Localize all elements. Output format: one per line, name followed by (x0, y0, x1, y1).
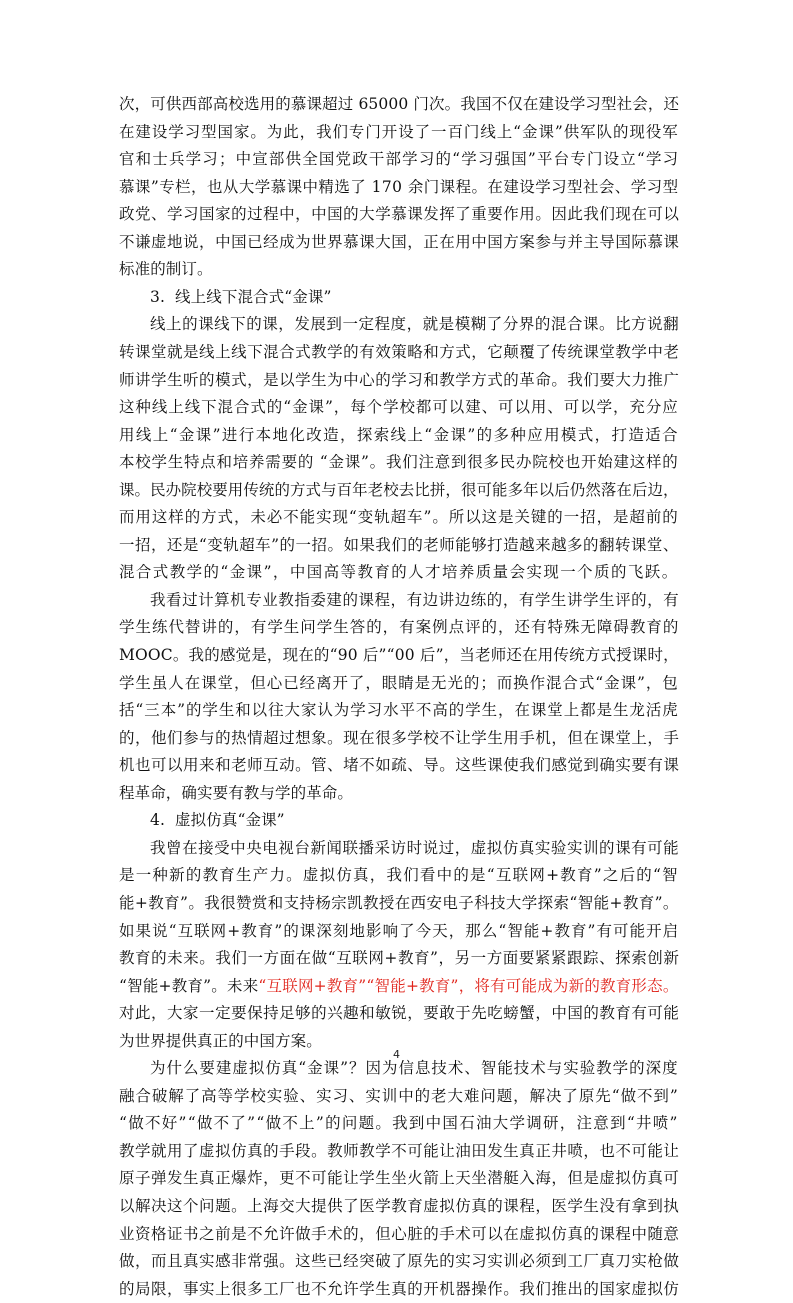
text-line (119, 1193, 679, 1220)
line-text: 以解决这个问题。上海交大提供了医学教育虚拟仿真的课程，医学生没有拿到执 (119, 1197, 680, 1215)
text-line (119, 367, 679, 394)
text-line (150, 587, 679, 614)
line-text: 机也可以用来和老师互动。管、堵不如疏、导。这些课使我们感觉到确实要有课 (119, 756, 680, 775)
line-text: 混合式教学的“金课”，中国高等教育的人才培养质量会实现一个质的飞跃。 (119, 563, 679, 582)
text-line (119, 559, 679, 586)
line-text: 是一种新的教育生产力。虚拟仿真，我们看中的是“互联网+教育”之后的“智 (119, 866, 679, 885)
text-line (119, 725, 679, 752)
line-text: 在建设学习型国家。为此，我们专门开设了一百门线上“金课”供军队的现役军 (119, 122, 679, 141)
line-text: 能+教育”。我很赞赏和支持杨宗凯教授在西安电子科技大学探索“智能+教育”。 (119, 893, 679, 912)
line-text: 课。民办院校要用传统的方式与百年老校去比拼，很可能多年以后仍然落在后边， (119, 480, 679, 499)
line-text: 业资格证书之前是不允许做手术的，但心脏的手术可以在虚拟仿真的课程中随意 (119, 1224, 680, 1243)
page-number: 4 (393, 1048, 400, 1061)
text-line (119, 201, 679, 228)
text-line (119, 532, 679, 559)
text-line (119, 146, 679, 173)
line-text: 而用这样的方式，未必不能实现“变轨超车”。所以这是关键的一招，是超前的 (119, 508, 679, 527)
section-heading (150, 807, 285, 834)
line-text: 一招，还是“变轨超车”的一招。如果我们的老师能够打造越来越多的翻转课堂、 (119, 535, 679, 554)
line-text: 我曾在接受中央电视台新闻联播采访时说过，虚拟仿真实验实训的课有可能 (150, 838, 680, 857)
text-line (119, 918, 679, 945)
text-line (119, 973, 679, 1000)
line-text: 转课堂就是线上线下混合式教学的有效策略和方式，它颠覆了传统课堂教学中老 (119, 342, 680, 361)
text-line (119, 1138, 679, 1165)
line-text: 的，他们参与的热情超过想象。现在很多学校不让学生用手机，但在课堂上，手 (119, 728, 680, 747)
text-line (119, 1110, 679, 1137)
highlighted-text: “互联网+教育”“智能+教育”，将有可能成为新的教育形态。 (258, 976, 679, 995)
line-text: 用线上“金课”进行本地化改造，探索线上“金课”的多种应用模式，打造适合 (119, 425, 679, 444)
text-line (119, 862, 679, 889)
text-line (119, 1165, 679, 1192)
text-line (119, 422, 679, 449)
line-text: 的局限，事实上很多工厂也不允许学生真的开机器操作。我们推出的国家虚拟仿 (119, 1279, 680, 1298)
text-line (119, 1221, 679, 1248)
line-text: 线上的课线下的课，发展到一定程度，就是模糊了分界的混合课。比方说翻 (150, 315, 680, 334)
text-line (150, 311, 679, 338)
line-text: 程革命，确实要有教与学的革命。 (119, 783, 354, 802)
line-text: 原子弹发生真正爆炸，更不可能让学生坐火箭上天坐潜艇入海，但是虚拟仿真可 (119, 1169, 680, 1188)
line-text: 次，可供西部高校选用的慕课超过 65000 门次。我国不仅在建设学习型社会，还 (119, 95, 680, 113)
line-text: 我看过计算机专业教指委建的课程，有边讲边练的，有学生讲学生评的，有 (150, 590, 680, 609)
text-line (119, 670, 679, 697)
line-text: 官和士兵学习；中宣部供全国党政干部学习的“学习强国”平台专门设立“学习 (119, 150, 680, 169)
line-text: 为世界提供真正的中国方案。 (119, 1031, 322, 1050)
text-line (119, 1000, 679, 1027)
text-line (119, 91, 679, 118)
line-text: 括“三本”的学生和以往大家认为学习水平不高的学生，在课堂上都是生龙活虎 (119, 701, 679, 720)
text-line (119, 119, 679, 146)
text-line (119, 780, 353, 807)
section-heading (150, 284, 332, 311)
text-line (119, 504, 679, 531)
text-line (119, 1276, 679, 1303)
text-line (119, 890, 679, 917)
line-text: 为什么要建虚拟仿真“金课”？因为信息技术、智能技术与实验教学的深度 (150, 1059, 679, 1078)
line-text: 不谦虚地说，中国已经成为世界慕课大国，正在用中国方案参与并主导国际慕课 (119, 232, 680, 251)
line-text: 如果说“互联网+教育”的课深刻地影响了今天，那么“智能+教育”有可能开启 (119, 921, 680, 940)
line-text: 学生练代替讲的，有学生问学生答的，有案例点评的，还有特殊无障碍教育的 (119, 618, 680, 637)
line-text: 教育的未来。我们一方面在做“互联网+教育”，另一方面要紧紧跟踪、探索创新 (119, 949, 680, 968)
line-text: 融合破解了高等学校实验、实习、实训中的老大难问题，解决了原先“做不到” (119, 1086, 679, 1105)
line-text: 3. 线上线下混合式“金课” (150, 287, 332, 306)
text-line (119, 1083, 679, 1110)
line-text: 4. 虚拟仿真“金课” (150, 811, 285, 830)
text-line (119, 614, 679, 641)
text-line (119, 945, 679, 972)
text-line (119, 256, 213, 283)
text-line (119, 174, 679, 201)
text-line (119, 229, 679, 256)
line-text: 政党、学习国家的过程中，中国的大学慕课发挥了重要作用。因此我们现在可以 (119, 205, 680, 224)
text-line (119, 642, 679, 669)
line-text: MOOC。我的感觉是，现在的“90 后”“00 后”，当老师还在用传统方式授课时， (119, 646, 679, 664)
text-line (150, 835, 679, 862)
text-line (119, 449, 679, 476)
text-line (119, 1248, 679, 1275)
line-text: 教学就用了虚拟仿真的手段。教师教学不可能让油田发生真正井喷，也不可能让 (119, 1141, 680, 1160)
line-text: 学生虽人在课堂，但心已经离开了，眼睛是无光的；而换作混合式“金课”，包 (119, 673, 679, 692)
line-text: 本校学生特点和培养需要的 “金课”。我们注意到很多民办院校也开始建这样的 (119, 453, 679, 472)
text-line (119, 697, 679, 724)
text-line (119, 339, 679, 366)
line-text: “做不好”“做不了”“做不上”的问题。我到中国石油大学调研，注意到“井喷” (119, 1114, 679, 1133)
text-line (119, 394, 679, 421)
line-text: 做，而且真实感非常强。这些已经突破了原先的实习实训必须到工厂真刀实枪做 (119, 1252, 680, 1271)
text-line (119, 752, 679, 779)
line-text: 慕课”专栏，也从大学慕课中精选了 170 余门课程。在建设学习型社会、学习型 (119, 177, 679, 196)
line-text: “智能+教育”。未来 (119, 976, 259, 995)
line-text: 这种线上线下混合式的“金课”，每个学校都可以建、可以用、可以学，充分应 (119, 398, 679, 417)
line-text: 对此，大家一定要保持足够的兴趣和敏锐，要敢于先吃螃蟹，中国的教育有可能 (119, 1004, 680, 1023)
text-line (119, 477, 679, 504)
line-text: 师讲学生听的模式，是以学生为中心的学习和教学方式的革命。我们要大力推广 (119, 370, 680, 389)
line-text: 标准的制订。 (119, 260, 213, 279)
